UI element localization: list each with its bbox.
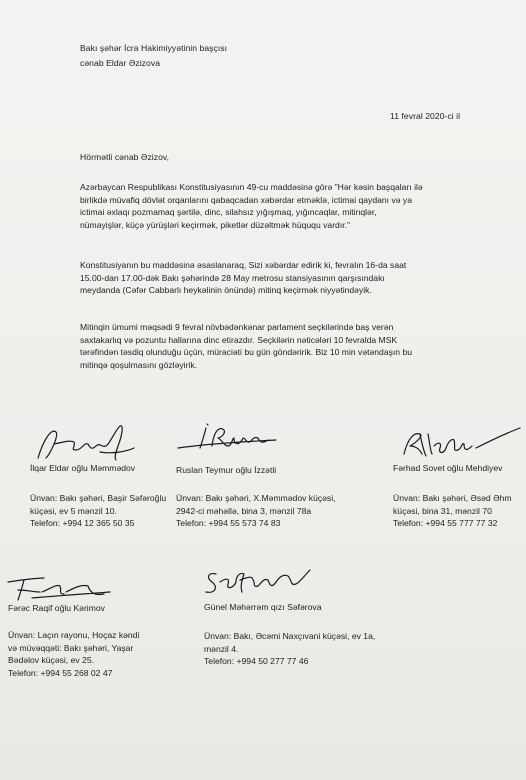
signatory-ilqar-contact	[30, 492, 166, 530]
signatory-address-line: küçəsi, ev 5 mənzil 10.	[30, 505, 117, 516]
signatory-address-line: Ünvan: Bakı, Əcəmi Naxçıvani küçəsi, ev 1a,	[204, 631, 376, 641]
paragraph-line: meydanda (Cəfər Cabbarlı heykəlinin önündə) mitinq keçirmək niyyətindəyik.	[80, 285, 372, 296]
addressee-line-2: cənab Eldar Əzizova	[80, 58, 161, 68]
paragraph-line: saxtakarlıq və pozuntu hallarına dinc etirazdır. Seçkilərin nəticələri 10 fevralda MSK	[80, 334, 398, 345]
signatory-address-line: Ünvan: Bakı şəhəri, X.Məmmədov küçəsi,	[176, 493, 336, 503]
addressee-line-1: Bakı şəhər İcra Hakimiyyətinin başçısı	[80, 43, 228, 53]
signatory-name: Fərəc Raqif oğlu Kərimov	[8, 603, 105, 613]
salutation: Hörmətli cənab Əzizov,	[80, 152, 170, 162]
paragraph-line: nümayişlər, küçə yürüşləri keçirmək, piketlər düzəltmək hüququ vardır."	[80, 219, 351, 230]
paragraph-line: tərəfindən təsdiq olunduğu üçün, müraciəti bu gün göndəririk. Biz 10 min vətəndaşın bu	[80, 347, 413, 358]
signature-4-icon	[4, 570, 114, 602]
signatory-gunel-contact	[204, 630, 375, 668]
signatory-ferec-contact	[8, 629, 139, 679]
paragraph-line: 15.00-dan 17.00-dək Bakı şəhərində 28 May metrosu stansiyasının qarşısındakı	[80, 272, 385, 283]
paragraph-line: ictimai əxlaqı pozmamaq şərtilə, dinc, silahsız yığışmaq, yığıncaqlar, mitinqlər,	[80, 207, 377, 218]
signature-2-icon	[176, 418, 286, 458]
signatory-address-line: Bədəlov küçəsi, ev 25.	[8, 655, 94, 666]
signatory-ilqar	[30, 462, 135, 475]
signatory-address-line: mənzil 4.	[204, 643, 239, 654]
paragraph-line: Mitinqin ümumi məqsədi 9 fevral növbədənkənar parlament seçkilərində baş verən	[80, 322, 394, 332]
signature-3-icon	[398, 424, 524, 464]
signatory-ferhad-contact	[393, 492, 526, 530]
signatory-ruslan-contact	[176, 492, 336, 530]
signatory-address-line: Ünvan: Laçın rayonu, Hoçaz kəndi	[8, 630, 140, 640]
signatory-phone: Telefon: +994 55 573 74 83	[176, 518, 281, 529]
signatory-phone: Telefon: +994 50 277 77 46	[204, 656, 309, 667]
paragraph-notice	[80, 259, 510, 297]
signature-5-icon	[200, 560, 320, 600]
signatory-name: Ruslan Teymur oğlu İzzətli	[176, 465, 277, 475]
signatory-ruslan	[176, 464, 276, 477]
paragraph-purpose	[80, 321, 510, 371]
signatory-address-line: və müvəqqəti: Bakı şəhəri, Yaşar	[8, 642, 134, 653]
signatory-phone: Telefon: +994 12 365 50 35	[30, 518, 135, 529]
signatory-name: Günel Məhərrəm qızı Səfərova	[204, 602, 322, 612]
signatory-ferec	[8, 602, 105, 615]
paragraph-line: Konstitusiyanın bu maddəsinə əsaslanaraq, Sizi xəbərdar edirik ki, fevralın 16-da saat	[80, 260, 407, 270]
signatory-address-line: Ünvan: Bakı şəhəri, Başir Səfəroğlu	[30, 493, 167, 503]
signatory-phone: Telefon: +994 55 268 02 47	[8, 667, 113, 678]
signatory-ferhad	[393, 462, 502, 475]
signatory-address-line: 2942-ci məhəllə, bina 3, mənzil 78a	[176, 505, 312, 516]
paragraph-constitution	[80, 181, 510, 231]
signatory-address-line: küçəsi, bina 31, mənzil 70	[393, 505, 492, 516]
paragraph-line: Azərbaycan Respublikası Konstitusiyasının 49-cu maddəsinə görə "Hər kəsin başqaları ilə	[80, 182, 423, 192]
paragraph-line: birlikdə müvafiq dövlət orqanlarını qabaqcadan xəbərdar etməklə, ictimai qaydanı və ya	[80, 194, 413, 205]
signatory-phone: Telefon: +994 55 777 77 32	[393, 518, 498, 529]
signatory-address-line: Ünvan: Bakı şəhəri, Əsəd Əhm	[393, 493, 512, 503]
paragraph-line: mitinqə qoşulmasını gözləyirik.	[80, 359, 198, 370]
signatory-gunel	[204, 601, 322, 614]
signature-1-icon	[30, 418, 140, 466]
signatory-name: İlqar Eldar oğlu Məmmədov	[30, 463, 136, 473]
signatory-name: Fərhad Sovet oğlu Mehdiyev	[393, 463, 503, 473]
letter-date: 11 fevral 2020-ci il	[390, 111, 461, 121]
